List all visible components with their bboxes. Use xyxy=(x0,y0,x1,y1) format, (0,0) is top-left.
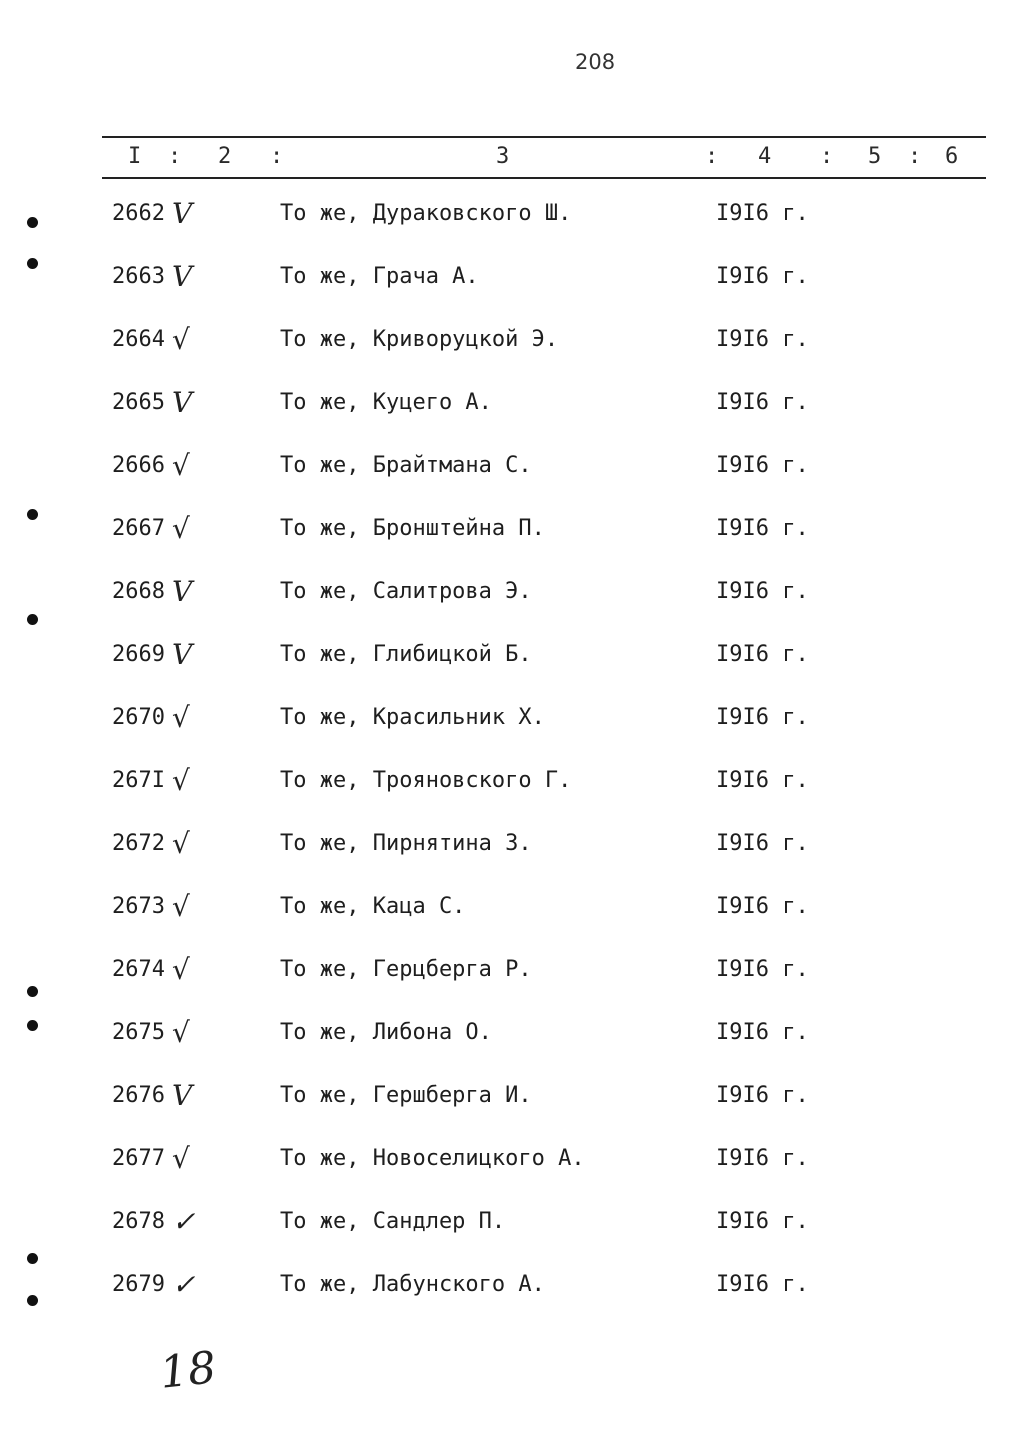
record-year: I9I6 г. xyxy=(716,327,809,352)
record-number: 2669 xyxy=(112,642,165,667)
punch-hole xyxy=(27,217,38,228)
table-row xyxy=(0,951,1024,1014)
record-description: То же, Пирнятина З. xyxy=(280,831,532,856)
check-mark: √ xyxy=(172,1016,190,1049)
record-description: То же, Сандлер П. xyxy=(280,1209,506,1234)
record-description: То же, Трояновского Г. xyxy=(280,768,572,793)
header-sep1: : xyxy=(168,144,182,169)
record-year: I9I6 г. xyxy=(716,264,809,289)
header-sep4: : xyxy=(820,144,834,169)
record-number: 2679 xyxy=(112,1272,165,1297)
record-description: То же, Салитрова Э. xyxy=(280,579,532,604)
record-description: То же, Гершберга И. xyxy=(280,1083,532,1108)
record-year: I9I6 г. xyxy=(716,453,809,478)
record-year: I9I6 г. xyxy=(716,894,809,919)
check-mark: √ xyxy=(172,701,190,734)
check-mark: √ xyxy=(172,827,190,860)
check-mark: √ xyxy=(172,323,190,356)
check-mark: √ xyxy=(172,1142,190,1175)
check-mark: V xyxy=(172,386,193,419)
record-number: 2675 xyxy=(112,1020,165,1045)
header-col4: 4 xyxy=(758,144,772,169)
record-number: 2672 xyxy=(112,831,165,856)
check-mark: ✓ xyxy=(172,1268,196,1301)
record-number: 267I xyxy=(112,768,165,793)
punch-hole xyxy=(27,1295,38,1306)
table-row xyxy=(0,888,1024,951)
table-row xyxy=(0,825,1024,888)
record-description: То же, Красильник Х. xyxy=(280,705,545,730)
record-description: То же, Куцего А. xyxy=(280,390,492,415)
record-description: То же, Грача А. xyxy=(280,264,479,289)
record-description: То же, Лабунского А. xyxy=(280,1272,545,1297)
page-number: 208 xyxy=(575,50,616,74)
record-year: I9I6 г. xyxy=(716,1083,809,1108)
record-number: 2667 xyxy=(112,516,165,541)
table-row xyxy=(0,447,1024,510)
table-row xyxy=(0,573,1024,636)
record-year: I9I6 г. xyxy=(716,201,809,226)
record-description: То же, Каца С. xyxy=(280,894,466,919)
record-number: 2677 xyxy=(112,1146,165,1171)
check-mark: V xyxy=(172,197,193,230)
record-list xyxy=(0,195,1024,1329)
punch-hole xyxy=(27,614,38,625)
record-year: I9I6 г. xyxy=(716,642,809,667)
record-year: I9I6 г. xyxy=(716,390,809,415)
header-sep3: : xyxy=(705,144,719,169)
table-row xyxy=(0,1077,1024,1140)
check-mark: √ xyxy=(172,953,190,986)
table-row xyxy=(0,384,1024,447)
record-year: I9I6 г. xyxy=(716,705,809,730)
punch-hole xyxy=(27,509,38,520)
record-year: I9I6 г. xyxy=(716,1020,809,1045)
record-year: I9I6 г. xyxy=(716,957,809,982)
check-mark: V xyxy=(172,575,193,608)
punch-hole xyxy=(27,1020,38,1031)
header-col6: 6 xyxy=(945,144,959,169)
punch-hole xyxy=(27,1253,38,1264)
table-row xyxy=(0,1140,1024,1203)
record-year: I9I6 г. xyxy=(716,516,809,541)
record-number: 2668 xyxy=(112,579,165,604)
punch-hole xyxy=(27,258,38,269)
table-row xyxy=(0,699,1024,762)
check-mark: V xyxy=(172,1079,193,1112)
record-description: То же, Герцберга Р. xyxy=(280,957,532,982)
record-number: 2678 xyxy=(112,1209,165,1234)
table-row xyxy=(0,1266,1024,1329)
table-row xyxy=(0,1203,1024,1266)
header-col2: 2 xyxy=(218,144,232,169)
record-year: I9I6 г. xyxy=(716,768,809,793)
check-mark: √ xyxy=(172,764,190,797)
handwritten-count: 18 xyxy=(157,1342,219,1399)
record-number: 2663 xyxy=(112,264,165,289)
table-top-rule xyxy=(102,136,986,138)
record-description: То же, Брайтмана С. xyxy=(280,453,532,478)
record-number: 2674 xyxy=(112,957,165,982)
table-row xyxy=(0,321,1024,384)
check-mark: V xyxy=(172,260,193,293)
record-year: I9I6 г. xyxy=(716,1146,809,1171)
punch-hole xyxy=(27,986,38,997)
header-col1: I xyxy=(128,144,142,169)
table-row xyxy=(0,258,1024,321)
record-number: 2664 xyxy=(112,327,165,352)
table-row xyxy=(0,195,1024,258)
check-mark: √ xyxy=(172,890,190,923)
check-mark: √ xyxy=(172,449,190,482)
record-description: То же, Криворуцкой Э. xyxy=(280,327,559,352)
record-number: 2662 xyxy=(112,201,165,226)
header-col5: 5 xyxy=(868,144,882,169)
record-description: То же, Новоселицкого А. xyxy=(280,1146,585,1171)
record-year: I9I6 г. xyxy=(716,831,809,856)
record-description: То же, Либона О. xyxy=(280,1020,492,1045)
table-row xyxy=(0,1014,1024,1077)
record-description: То же, Дураковского Ш. xyxy=(280,201,572,226)
table-row xyxy=(0,762,1024,825)
record-number: 2676 xyxy=(112,1083,165,1108)
header-sep5: : xyxy=(908,144,922,169)
check-mark: √ xyxy=(172,512,190,545)
table-bottom-rule xyxy=(102,177,986,179)
record-number: 2670 xyxy=(112,705,165,730)
record-year: I9I6 г. xyxy=(716,579,809,604)
check-mark: ✓ xyxy=(172,1205,196,1238)
record-number: 2673 xyxy=(112,894,165,919)
header-sep2: : xyxy=(270,144,284,169)
record-description: То же, Глибицкой Б. xyxy=(280,642,532,667)
record-year: I9I6 г. xyxy=(716,1272,809,1297)
check-mark: V xyxy=(172,638,193,671)
record-description: То же, Бронштейна П. xyxy=(280,516,545,541)
record-number: 2665 xyxy=(112,390,165,415)
header-col3: 3 xyxy=(496,144,510,169)
record-year: I9I6 г. xyxy=(716,1209,809,1234)
table-row xyxy=(0,510,1024,573)
table-row xyxy=(0,636,1024,699)
record-number: 2666 xyxy=(112,453,165,478)
